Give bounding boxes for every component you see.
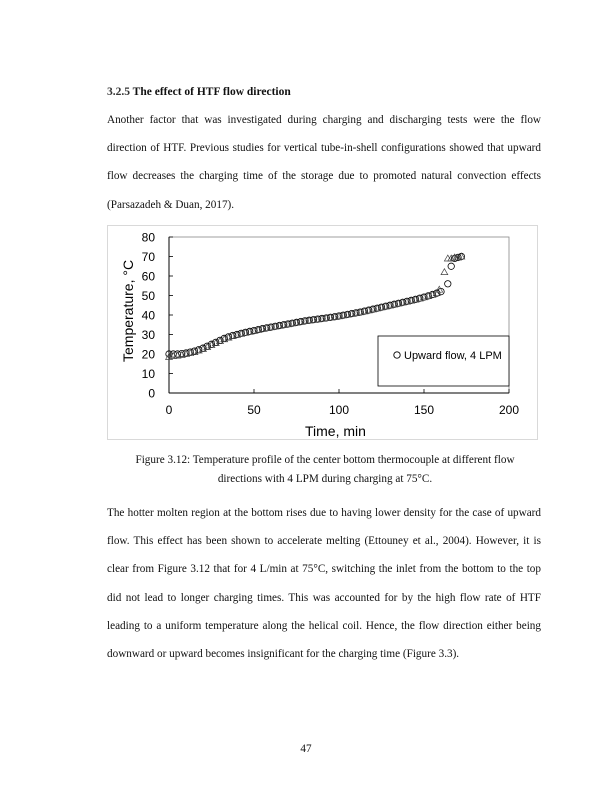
point-upward-flow <box>412 296 418 302</box>
page-number: 47 <box>300 743 312 755</box>
x-tick-label: 200 <box>498 403 520 417</box>
y-tick-label: 30 <box>141 328 155 342</box>
y-tick-label: 40 <box>141 308 155 323</box>
y-tick-label: 50 <box>141 289 155 303</box>
x-tick-label: 150 <box>413 403 435 417</box>
point-downward-flow <box>444 255 451 261</box>
legend-circle-marker <box>394 352 400 358</box>
x-axis-title: Time, min <box>305 423 366 439</box>
caption-line-2: directions with 4 LPM during charging at 75°C. <box>217 473 433 485</box>
paragraph-intro: Another factor that was investigated during charging and discharging tests were the flow direction of HTF. Previous studies for vertical tube-in-shell configurations showed that upward flow decreases the charging time of the storage due to promoted natural convection effects (Parsazadeh & Duan, 2017). <box>107 114 541 211</box>
y-tick-label: 60 <box>141 269 155 284</box>
point-upward-flow <box>421 294 427 300</box>
point-upward-flow <box>417 295 423 301</box>
y-tick-label: 80 <box>141 230 155 245</box>
y-axis-title: Temperature, °C <box>120 259 136 362</box>
legend <box>378 336 509 386</box>
point-downward-flow <box>441 269 448 275</box>
y-tick-label: 10 <box>141 367 155 381</box>
x-tick-label: 100 <box>328 403 350 417</box>
y-tick-label: 0 <box>148 386 155 401</box>
section-title: The effect of HTF flow direction <box>132 86 291 98</box>
paragraph-discussion: The hotter molten region at the bottom rises due to having lower density for the case of upward flow. This effect has been shown to accelerate melting (Ettouney et al., 2004). However, it is clear from Figure 3.12 that for 4 L/min at 75°C, switching the inlet from the bottom to the top did not lead to longer charging times. This was accounted for by the high flow rate of HTF leading to a uniform temperature along the helical coil. Hence, the flow direction either being downward or upward becomes insignificant for the charging time (Figure 3.3). <box>107 507 541 661</box>
y-tick-label: 20 <box>141 347 155 362</box>
point-upward-flow <box>445 281 451 287</box>
figure-chart <box>107 225 538 440</box>
point-upward-flow <box>425 293 431 299</box>
x-tick-label: 0 <box>165 403 173 417</box>
x-tick-label: 50 <box>247 403 261 417</box>
section-number: 3.2.5 <box>107 86 130 98</box>
caption-line-1: Figure 3.12: Temperature profile of the center bottom thermocouple at different flow <box>135 454 515 466</box>
y-tick-label: 70 <box>141 250 155 264</box>
figure-caption <box>120 451 530 489</box>
legend-label: Upward flow, 4 LPM <box>404 350 502 362</box>
axes <box>142 231 520 418</box>
scatter-plot <box>108 226 539 441</box>
section-heading <box>107 86 291 98</box>
point-upward-flow <box>448 263 454 269</box>
